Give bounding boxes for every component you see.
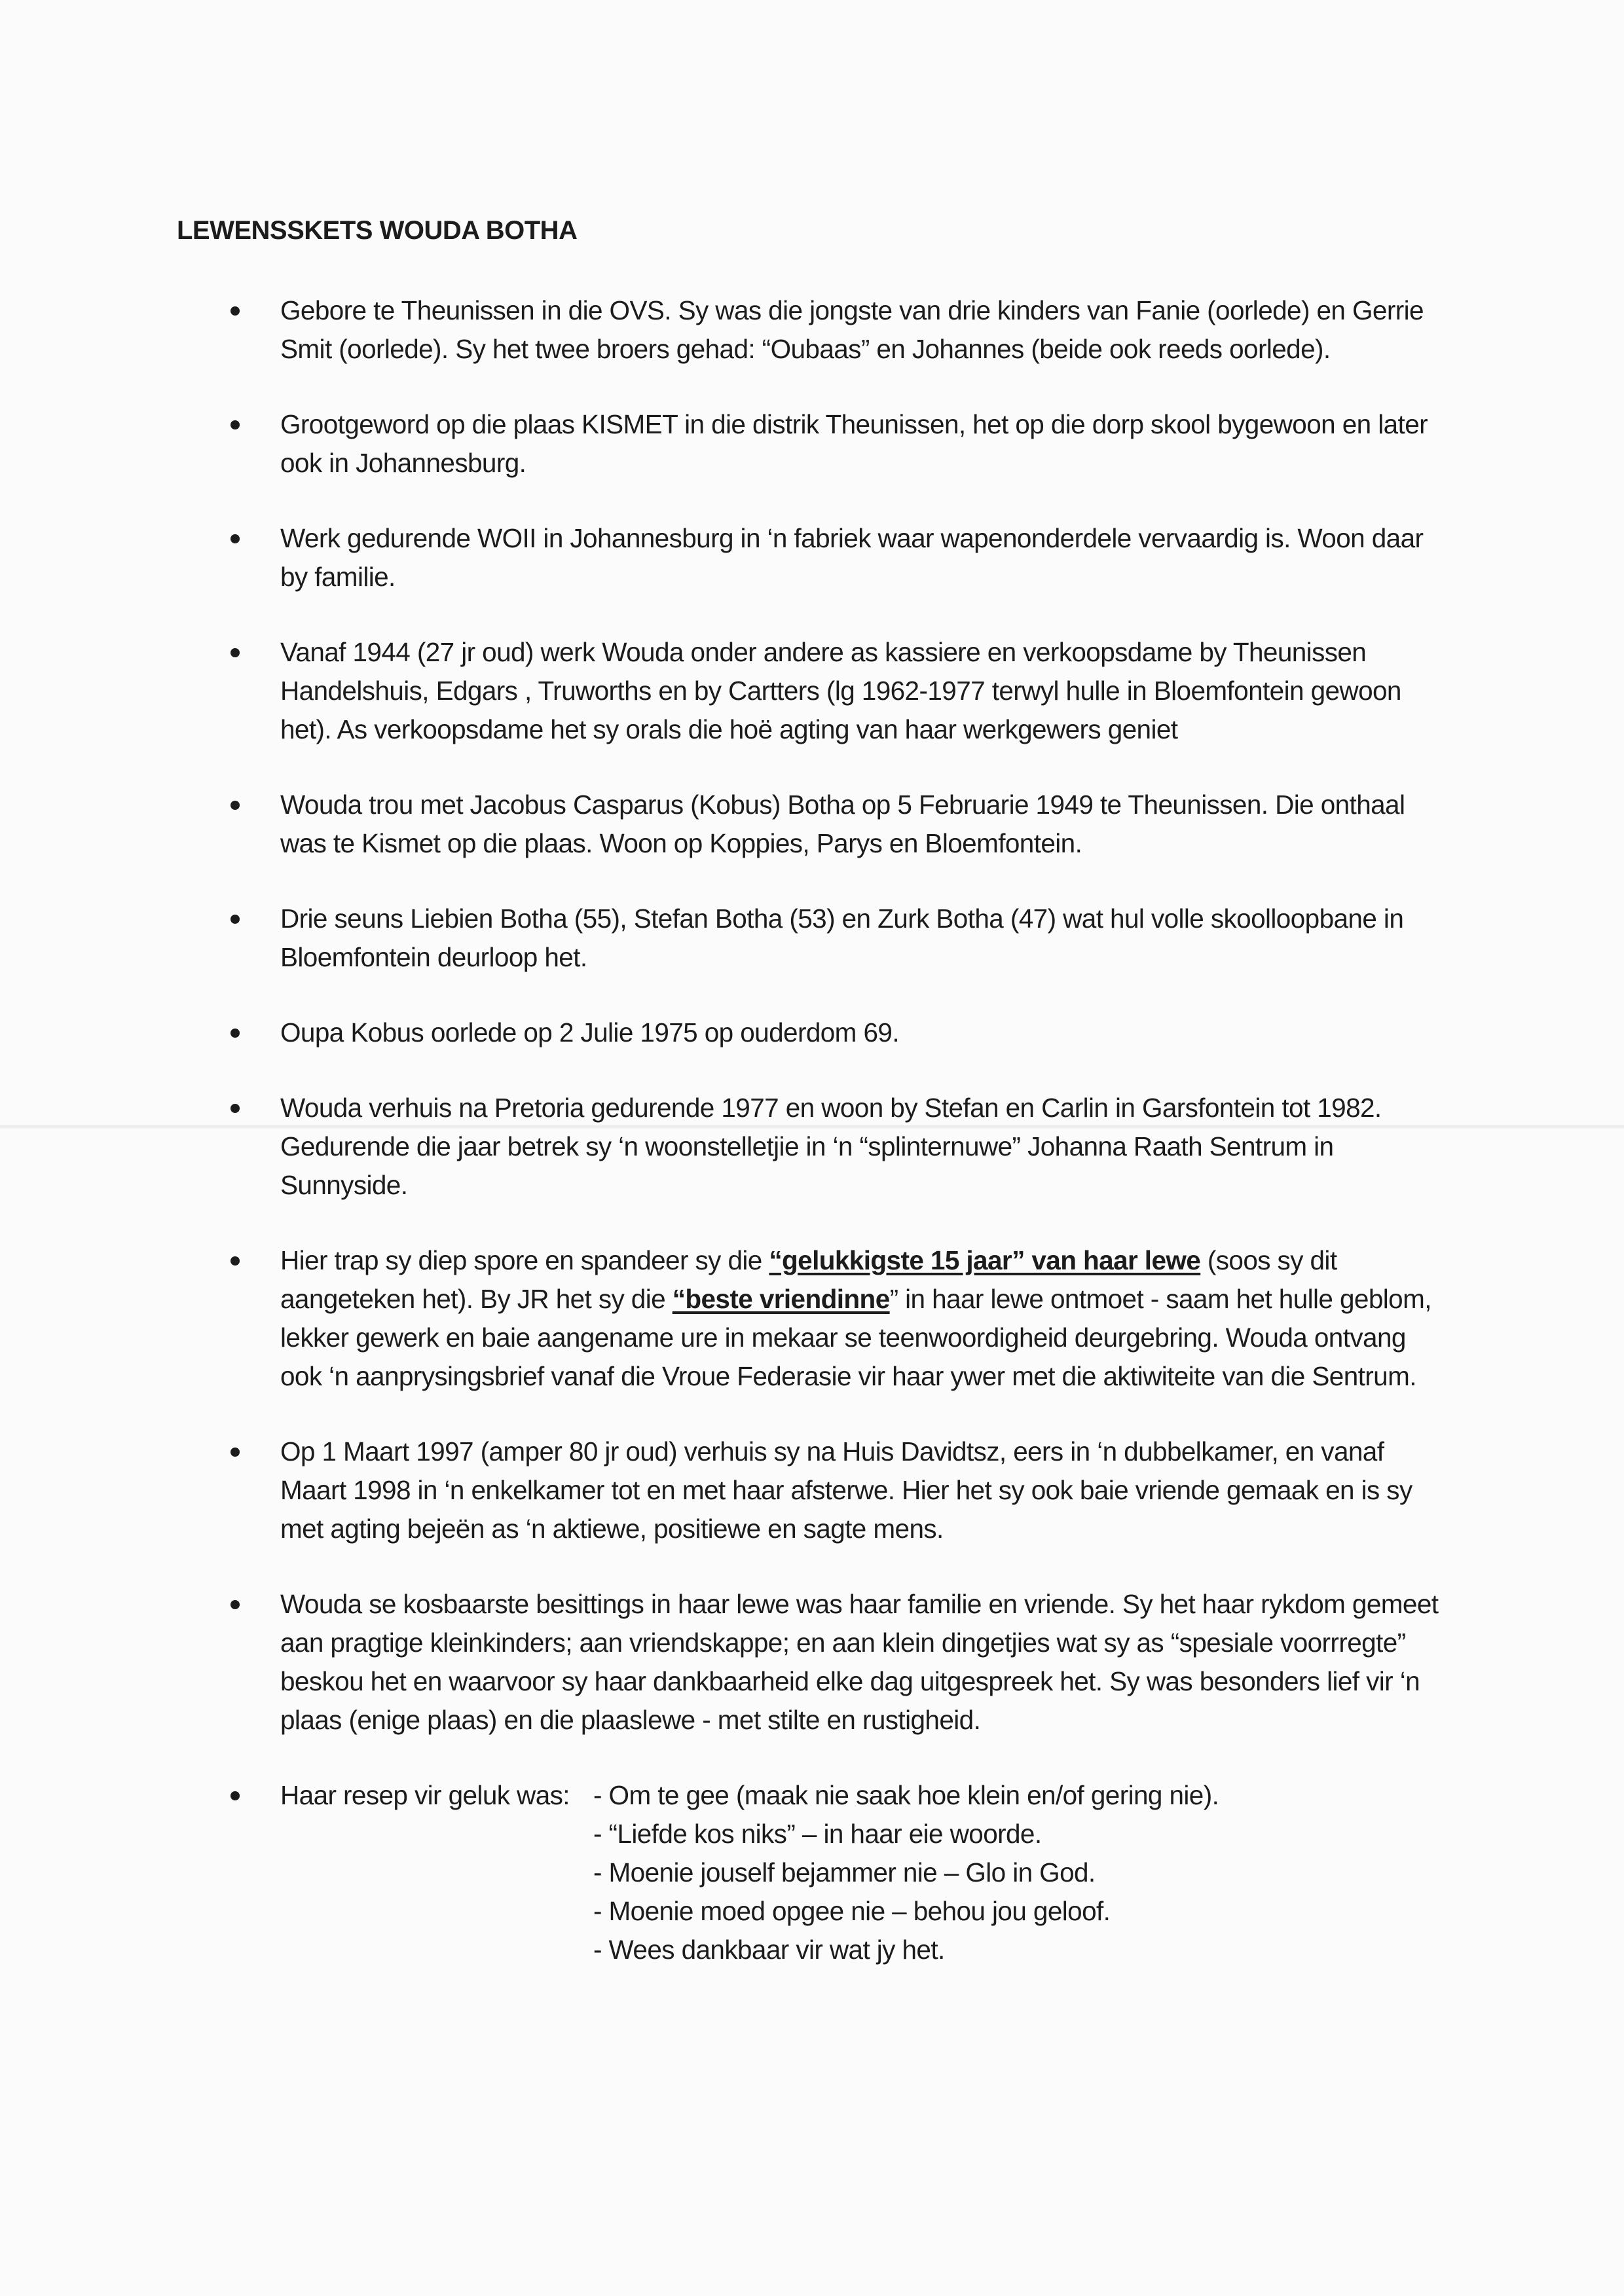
bullet-icon: [231, 1448, 240, 1457]
recipe-line: - Wees dankbaar vir wat jy het.: [593, 1935, 945, 1965]
list-item: [223, 405, 1454, 483]
list-item: [223, 1089, 1454, 1205]
list-item: [223, 1241, 1454, 1396]
document-title: LEWENSSKETS WOUDA BOTHA: [177, 216, 578, 245]
list-item: [223, 1585, 1454, 1740]
bullet-icon: [231, 1029, 240, 1038]
list-item-text: Wouda verhuis na Pretoria gedurende 1977 en woon by Stefan en Carlin in Garsfontein tot 1982. Gedurende die jaar betrek sy ‘n woonstelletjie in ‘n “splinternuwe” Johanna Raath Sentrum in Sunnyside.: [280, 1093, 1382, 1200]
list-item: [223, 291, 1454, 369]
list-item: [223, 786, 1454, 863]
recipe-lines: [593, 1776, 1219, 1969]
bullet-icon: [231, 420, 240, 429]
bullet-icon: [231, 915, 240, 924]
list-item-text: Wouda se kosbaarste besittings in haar lewe was haar familie en vriende. Sy het haar rykdom gemeet aan pragtige kleinkinders; aan vriendskappe; en aan klein dingetjies wat sy as “spesiale voorrregte” beskou het en waarvoor sy haar dankbaarheid elke dag uitgespreek het. Sy was besonders lief vir ‘n plaas (enige plaas) en die plaaslewe - met stilte en rustigheid.: [280, 1589, 1439, 1735]
bullet-icon: [231, 306, 240, 316]
bullet-icon: [231, 534, 240, 543]
bullet-list: [223, 291, 1454, 2006]
recipe-lead: Haar resep vir geluk was:: [280, 1780, 570, 1810]
list-item-text: Op 1 Maart 1997 (amper 80 jr oud) verhuis sy na Huis Davidtsz, eers in ‘n dubbelkamer, en vanaf Maart 1998 in ‘n enkelkamer tot en met haar afsterwe. Hier het sy ook baie vriende gemaak en is sy met agting bejeën as ‘n aktiewe, positiewe en sagte mens.: [280, 1436, 1412, 1544]
list-item-text: Wouda trou met Jacobus Casparus (Kobus) Botha op 5 Februarie 1949 te Theunissen. Die onthaal was te Kismet op die plaas. Woon op Koppies, Parys en Bloemfontein.: [280, 790, 1405, 858]
list-item: [223, 633, 1454, 749]
list-item-text: Oupa Kobus oorlede op 2 Julie 1975 op ouderdom 69.: [280, 1017, 899, 1048]
list-item-text: Grootgeword op die plaas KISMET in die distrik Theunissen, het op die dorp skool bygewoon en later ook in Johannesburg.: [280, 409, 1428, 478]
bullet-icon: [231, 1256, 240, 1266]
recipe-line: - Om te gee (maak nie saak hoe klein en/of gering nie).: [593, 1780, 1219, 1810]
recipe-line: - “Liefde kos niks” – in haar eie woorde.: [593, 1819, 1042, 1849]
list-item: [223, 900, 1454, 977]
list-item: [223, 1432, 1454, 1548]
list-item-text: Werk gedurende WOII in Johannesburg in ‘n fabriek waar wapenonderdele vervaardig is. Woon daar by familie.: [280, 523, 1424, 592]
bullet-icon: [231, 1600, 240, 1609]
emphasis-best-friends: “beste vriendinne: [672, 1284, 890, 1314]
list-item-text: Drie seuns Liebien Botha (55), Stefan Botha (53) en Zurk Botha (47) wat hul volle skoolloopbane in Bloemfontein deurloop het.: [280, 903, 1404, 972]
recipe-line: - Moenie moed opgee nie – behou jou geloof.: [593, 1896, 1111, 1926]
list-item-text: Gebore te Theunissen in die OVS. Sy was die jongste van drie kinders van Fanie (oorlede) en Gerrie Smit (oorlede). Sy het twee broers gehad: “Oubaas” en Johannes (beide ook reeds oorlede).: [280, 295, 1424, 364]
bullet-icon: [231, 1791, 240, 1800]
bullet-icon: [231, 1104, 240, 1113]
text-run: Hier trap sy diep spore en spandeer sy die: [280, 1245, 769, 1275]
bullet-icon: [231, 801, 240, 810]
recipe-line: - Moenie jouself bejammer nie – Glo in God.: [593, 1857, 1096, 1887]
list-item: [223, 519, 1454, 596]
emphasis-happiest-years: “gelukkigste 15 jaar” van haar lewe: [769, 1245, 1201, 1275]
text-run: ” in haar lewe ontmoet - saam het hulle geblom, lekker gewerk en baie aangename ure in mekaar se teenwoordigheid deurgebring. Wouda ontvang ook ‘n aanprysingsbrief vanaf die Vroue Federasie vir haar ywer met die aktiwiteite van die Sentrum.: [280, 1284, 1431, 1391]
text-run: (soos sy dit aangeteken het). By JR het sy die: [280, 1245, 1337, 1314]
list-item-recipe: [223, 1776, 1454, 1969]
list-item-text: Vanaf 1944 (27 jr oud) werk Wouda onder andere as kassiere en verkoopsdame by Theunissen Handelshuis, Edgars , Truworths en by Cartters (lg 1962-1977 terwyl hulle in Bloemfontein gewoon het). As verkoopsdame het sy orals die hoë agting van haar werkgewers geniet: [280, 637, 1401, 744]
bullet-icon: [231, 648, 240, 657]
list-item-text: [280, 1245, 1431, 1391]
list-item: [223, 1013, 1454, 1052]
recipe-block: [280, 1776, 1454, 1969]
